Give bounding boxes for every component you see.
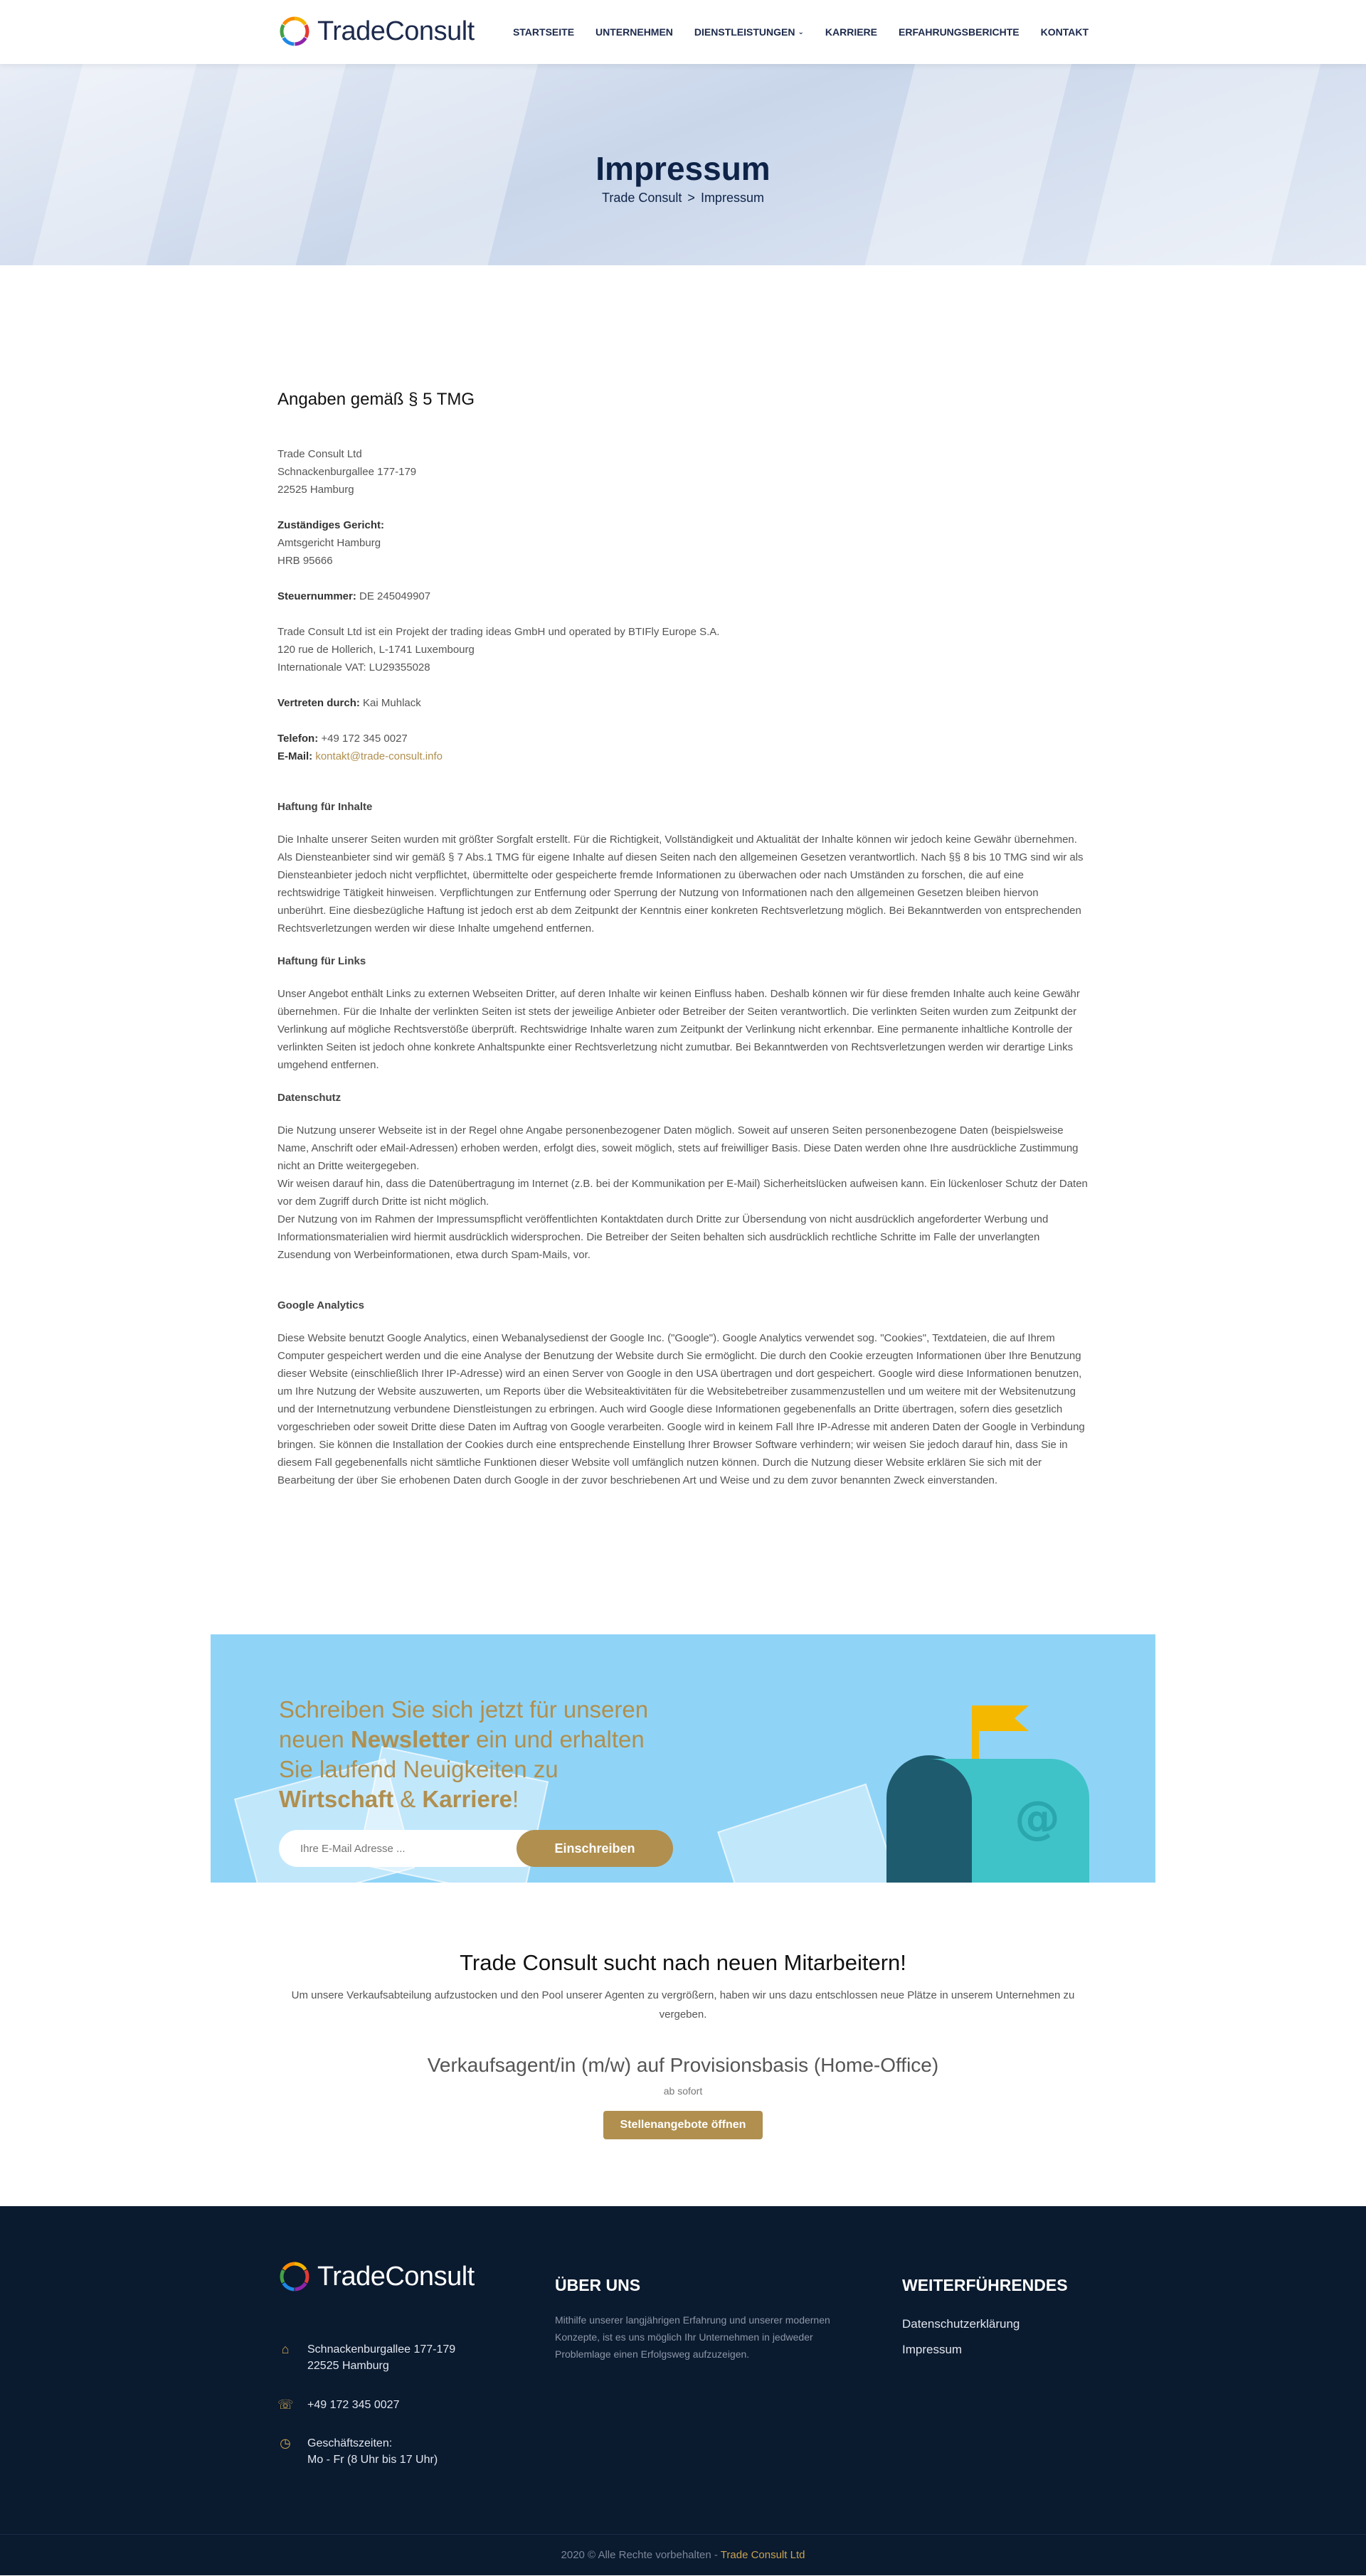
datenschutz-paragraph-3: Der Nutzung von im Rahmen der Impressumspflicht veröffentlichten Kontaktdaten durch Dritte zur Übersendung von nicht ausdrücklich angeforderter Werbung und Informationsmaterialien wird hiermit ausdrücklich widersprochen. Die Betreiber der Seiten behalten sich ausdrücklich rechtliche Schritte im Falle der unverlangten Zusendung von Werbeinformationen, etwa durch Spam-Mails, vor. xyxy=(277,1213,1049,1261)
job-start: ab sofort xyxy=(663,2085,703,2097)
footer-more-title: WEITERFÜHRENDES xyxy=(902,2276,1068,2294)
nav-erfahrungsberichte[interactable]: ERFAHRUNGSBERICHTE xyxy=(899,26,1020,38)
footer-phone-number[interactable]: +49 172 345 0027 xyxy=(307,2399,400,2411)
svg-text:@: @ xyxy=(1015,1792,1060,1845)
project-text: Trade Consult Ltd ist ein Projekt der trading ideas GmbH und operated by BTIFly Europe S.A. xyxy=(277,626,720,638)
footer-hours-value: Mo - Fr (8 Uhr bis 17 Uhr) xyxy=(307,2454,438,2466)
breadcrumb xyxy=(0,191,1366,206)
footer-about-title: ÜBER UNS xyxy=(555,2276,641,2294)
newsletter-text xyxy=(279,1695,663,1814)
nav-dienstleistungen-label: DIENSTLEISTUNGEN xyxy=(694,26,795,38)
site-header xyxy=(0,0,1366,64)
email-label: E-Mail: xyxy=(277,750,313,762)
mailbox-icon xyxy=(872,1691,1100,1883)
copyright-bar xyxy=(0,2534,1366,2575)
representative-name: Kai Muhlack xyxy=(363,697,421,709)
court-hrb: HRB 95666 xyxy=(277,555,333,567)
footer-hours-label: Geschäftszeiten: xyxy=(307,2437,393,2449)
newsletter-text-1: Schreiben Sie sich jetzt für unseren neuen xyxy=(279,1696,649,1752)
page-title: Impressum xyxy=(595,150,771,187)
nav-unternehmen[interactable]: UNTERNEHMEN xyxy=(595,26,673,38)
datenschutz-paragraph-2: Wir weisen darauf hin, dass die Datenübertragung im Internet (z.B. bei der Kommunikation per E-Mail) Sicherheitslücken aufweisen kann. Ein lückenloser Schutz der Daten vor dem Zugriff durch Dritte ist nicht möglich. xyxy=(277,1178,1088,1208)
footer-phone xyxy=(277,2397,399,2413)
logo-icon xyxy=(277,2260,312,2294)
page-hero xyxy=(0,64,1366,265)
footer-city: 22525 Hamburg xyxy=(307,2360,389,2372)
home-icon: ⌂ xyxy=(281,2342,290,2356)
tax-number: DE 245049907 xyxy=(359,590,431,602)
datenschutz-paragraph-1: Die Nutzung unserer Webseite ist in der Regel ohne Angabe personenbezogener Daten möglich. Soweit auf unseren Seiten personenbezogene Daten (beispielsweise Name, Anschrift oder eMail-Adressen) erhoben werden, erfolgt dies, soweit möglich, stets auf freiwilliger Basis. Diese Daten werden ohne Ihre ausdrückliche Zustimmung nicht an Dritte weitergegeben. xyxy=(277,1124,1079,1172)
section-text-datenschutz xyxy=(277,1122,1089,1264)
project-address: 120 rue de Hollerich, L-1741 Luxembourg xyxy=(277,644,475,656)
phone-icon: ☏ xyxy=(277,2397,294,2412)
project-info xyxy=(277,623,1089,676)
company-name: Trade Consult Ltd xyxy=(277,448,362,460)
section-title-datenschutz: Datenschutz xyxy=(277,1092,342,1104)
email-link[interactable]: kontakt@trade-consult.info xyxy=(315,750,443,762)
project-vat: Internationale VAT: LU29355028 xyxy=(277,661,430,674)
newsletter-banner xyxy=(211,1634,1155,1883)
logo-icon xyxy=(277,14,312,48)
footer-logo[interactable] xyxy=(277,2260,475,2294)
section-text-google-analytics: Diese Website benutzt Google Analytics, einen Webanalysedienst der Google Inc. ("Google"). Google Analytics verwendet sog. "Cookies", Textdateien, die auf Ihrem Computer gespeichert werden und die eine Analyse der Benutzung der Website durch Sie ermöglicht. Die durch den Cookie erzeugten Informationen über Ihre Benutzung dieser Website (einschließlich Ihrer IP-Adresse) wird an einen Server von Google in den USA übertragen und dort gespeichert. Google wird diese Informationen benutzen, um Ihre Nutzung der Website auszuwerten, um Reports über die Websiteaktivitäten für die Websitebetreiber zusammenzustellen und um weitere mit der Websitenutzung und der Internetnutzung verbundene Dienstleistungen zu erbringen. Auch wird Google diese Informationen gegebenenfalls an Dritte übertragen, sofern dies gesetzlich vorgeschrieben oder soweit Dritte diese Daten im Auftrag von Google verarbeiten. Google wird in keinem Fall Ihre IP-Adresse mit anderen Daten der Google in Verbindung bringen. Sie können die Installation der Cookies durch eine entsprechende Einstellung Ihrer Browser Software verhindern; wir weisen Sie jedoch darauf hin, dass Sie in diesem Fall gegebenenfalls nicht sämtliche Funktionen dieser Website voll umfänglich nutzen können. Durch die Nutzung dieser Website erklären Sie sich mit der Bearbeitung der über Sie erhobenen Daten durch Google in der zuvor beschriebenen Art und Weise und zu dem zuvor benannten Zweck einverstanden. xyxy=(277,1332,1085,1486)
footer-link-datenschutz[interactable]: Datenschutzerklärung xyxy=(902,2317,1020,2331)
careers-section xyxy=(0,1883,1366,2206)
company-address xyxy=(277,445,1089,499)
main-nav xyxy=(513,0,1089,64)
tax-info xyxy=(277,587,1089,605)
imprint-content xyxy=(277,265,1089,1634)
company-city: 22525 Hamburg xyxy=(277,484,354,496)
newsletter-subscribe-button[interactable]: Einschreiben xyxy=(517,1830,673,1867)
newsletter-text-4: ! xyxy=(512,1786,519,1812)
nav-startseite[interactable]: STARTSEITE xyxy=(512,26,575,38)
phone-label: Telefon: xyxy=(277,733,319,745)
newsletter-text-karriere: Karriere xyxy=(422,1786,513,1812)
contact-info xyxy=(277,730,1089,765)
open-jobs-button[interactable]: Stellenangebote öffnen xyxy=(603,2111,763,2139)
copyright-brand[interactable]: Trade Consult Ltd xyxy=(720,2549,805,2561)
representative-label: Vertreten durch: xyxy=(277,697,360,709)
site-footer xyxy=(0,2206,1366,2575)
nav-dienstleistungen[interactable] xyxy=(694,26,804,38)
court-label: Zuständiges Gericht: xyxy=(277,519,385,531)
footer-hours xyxy=(277,2435,438,2468)
footer-street: Schnackenburgallee 177-179 xyxy=(307,2343,456,2356)
court-name: Amtsgericht Hamburg xyxy=(277,537,381,549)
logo-text: TradeConsult xyxy=(317,16,475,46)
copyright-text: 2020 © Alle Rechte vorbehalten - xyxy=(561,2549,721,2561)
newsletter-text-3: & xyxy=(393,1786,423,1812)
job-title: Verkaufsagent/in (m/w) auf Provisionsbasis (Home-Office) xyxy=(427,2054,939,2076)
chevron-down-icon: ⌄ xyxy=(798,28,804,36)
clock-icon: ◷ xyxy=(280,2436,291,2450)
section-title-haftung-links: Haftung für Links xyxy=(277,955,366,967)
careers-title: Trade Consult sucht nach neuen Mitarbeitern! xyxy=(460,1950,906,1975)
section-text-haftung-inhalte: Die Inhalte unserer Seiten wurden mit größter Sorgfalt erstellt. Für die Richtigkeit, Vollständigkeit und Aktualität der Inhalte können wir jedoch keine Gewähr übernehmen. Als Diensteanbieter sind wir gemäß § 7 Abs.1 TMG für eigene Inhalte auf diesen Seiten nach den allgemeinen Gesetzen verantwortlich. Nach §§ 8 bis 10 TMG sind wir als Diensteanbieter jedoch nicht verpflichtet, übermittelte oder gespeicherte fremde Informationen zu überwachen oder nach Umständen zu forschen, die auf eine rechtswidrige Tätigkeit hinweisen. Verpflichtungen zur Entfernung oder Sperrung der Nutzung von Informationen nach den allgemeinen Gesetzen bleiben hiervon unberührt. Eine diesbezügliche Haftung ist jedoch erst ab dem Zeitpunkt der Kenntnis einer konkreten Rechtsverletzung möglich. Bei Bekanntwerden von entsprechenden Rechtsverletzungen werden wir diese Inhalte umgehend entfernen. xyxy=(277,834,1084,935)
footer-about-text: Mithilfe unserer langjährigen Erfahrung und unserer modernen Konzepte, ist es uns möglich Ihr Unternehmen in jedweder Problemlage einen Erfolgsweg aufzuzeigen. xyxy=(555,2314,830,2360)
section-text-haftung-links: Unser Angebot enthält Links zu externen Webseiten Dritter, auf deren Inhalte wir keinen Einfluss haben. Deshalb können wir für diese fremden Inhalte auch keine Gewähr übernehmen. Für die Inhalte der verlinkten Seiten ist stets der jeweilige Anbieter oder Betreiber der Seiten verantwortlich. Die verlinkten Seiten wurden zum Zeitpunkt der Verlinkung auf mögliche Rechtsverstöße überprüft. Rechtswidrige Inhalte waren zum Zeitpunkt der Verlinkung nicht erkennbar. Eine permanente inhaltliche Kontrolle der verlinkten Seiten ist jedoch ohne konkrete Anhaltspunkte einer Rechtsverletzung nicht zumutbar. Bei Bekanntwerden von Rechtsverletzungen werden wir derartige Links umgehend entfernen. xyxy=(277,988,1080,1071)
imprint-heading: Angaben gemäß § 5 TMG xyxy=(277,390,475,409)
section-title-google-analytics: Google Analytics xyxy=(277,1299,364,1311)
breadcrumb-separator: > xyxy=(687,191,695,205)
footer-address xyxy=(277,2341,455,2374)
careers-description: Um unsere Verkaufsabteilung aufzustocken und den Pool unserer Agenten zu vergrößern, haben wir uns dazu entschlossen neue Plätze in unserem Unternehmen zu vergeben. xyxy=(291,1989,1075,2021)
court-info xyxy=(277,516,1089,570)
newsletter-email-input[interactable] xyxy=(279,1830,542,1867)
nav-kontakt[interactable]: KONTAKT xyxy=(1040,26,1089,38)
footer-link-impressum[interactable]: Impressum xyxy=(902,2343,963,2356)
breadcrumb-current: Impressum xyxy=(700,191,764,205)
newsletter-text-2: ein und erhalten Sie laufend Neuigkeiten zu xyxy=(279,1726,645,1782)
footer-logo-text: TradeConsult xyxy=(317,2261,475,2292)
section-title-haftung-inhalte: Haftung für Inhalte xyxy=(277,801,373,813)
tax-label: Steuernummer: xyxy=(277,590,356,602)
newsletter-text-wirtschaft: Wirtschaft xyxy=(279,1786,394,1812)
representative-info xyxy=(277,694,1089,712)
company-street: Schnackenburgallee 177-179 xyxy=(277,466,417,478)
phone-number: +49 172 345 0027 xyxy=(321,733,408,745)
nav-karriere[interactable]: KARRIERE xyxy=(825,26,878,38)
footer-links xyxy=(902,2311,1020,2363)
breadcrumb-home[interactable]: Trade Consult xyxy=(602,191,682,205)
newsletter-text-newsletter: Newsletter xyxy=(350,1726,470,1752)
site-logo[interactable] xyxy=(277,14,475,48)
